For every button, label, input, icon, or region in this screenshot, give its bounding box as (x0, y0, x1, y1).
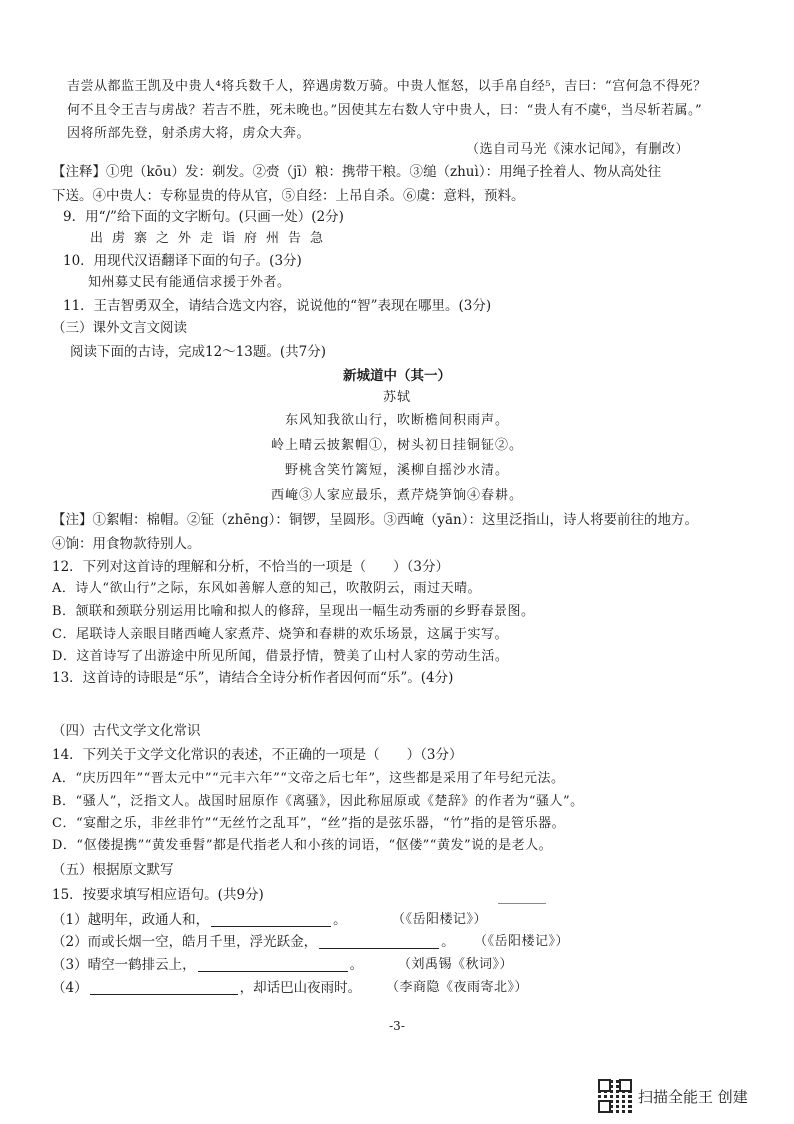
poem-line-3: 野桃含笑竹篱短，溪柳自摇沙水清。 (284, 463, 509, 478)
poem-note-1: 【注】①絮帽：棉帽。②钲（zhēng）：铜锣，呈圆形。③西崦（yān）：这里泛指山，诗人将要前往的地方。 (52, 512, 699, 528)
q15-item-1-end: 。 (333, 912, 347, 928)
question-11: 11．王吉智勇双全，请结合选文内容，说说他的“智”表现在哪里。(3分) (63, 298, 492, 314)
page-number: -3- (389, 1019, 405, 1033)
passage-line-3: 因将所部先登，射杀虏大将，虏众大奔。 (67, 126, 311, 141)
answer-blank-1[interactable] (211, 912, 331, 927)
question-14-option-b: B．“骚人”，泛指文人。战国时屈原作《离骚》，因此称屈原或《楚辞》的作者为“骚人”。 (52, 794, 584, 809)
passage-line-2: 何不且令王吉与虏战？若吉不胜，死未晚也。”因使其左右数人守中贵人，曰：“贵人有不虞⁶，当尽斩若属。” (67, 103, 703, 118)
q15-item-2-text: （2）而或长烟一空，皓月千里，浮光跃金， (52, 934, 318, 950)
q15-item-1-text: （1）越明年，政通人和， (52, 912, 210, 928)
question-14-option-d: D．“伛偻提携”“黄发垂髫”都是代指老人和小孩的词语，“伛偻”“黄发”说的是老人。 (52, 838, 553, 853)
scan-mark (498, 903, 546, 904)
q15-item-4-end: ，却话巴山夜雨时。 (239, 980, 362, 996)
poem-line-1: 东风知我欲山行，吹断檐间积雨声。 (284, 413, 509, 428)
notes-line-1: 【注释】①兜（kōu）发：剃发。②赍（jī）粮：携带干粮。③缒（zhuì）：用绳子拴着人、物从高处往 (52, 164, 662, 180)
question-15: 15．按要求填写相应语句。(共9分) (52, 887, 264, 903)
q15-item-2-source: （《岳阳楼记》） (474, 934, 570, 949)
poem-note-2: ④饷：用食物款待别人。 (52, 536, 201, 552)
answer-blank-3[interactable] (198, 957, 348, 972)
question-12-option-b: B．颔联和颈联分别运用比喻和拟人的修辞，呈现出一幅生动秀丽的乡野春景图。 (52, 604, 535, 619)
notes-line-2: 下送。④中贵人：专称显贵的侍从官，⑤自经：上吊自杀。⑥虞：意料，预料。 (52, 188, 525, 204)
question-14-option-c: C．“宴酣之乐，非丝非竹”“无丝竹之乱耳”，“丝”指的是弦乐器，“竹”指的是管乐器。 (52, 816, 566, 831)
q15-item-4-source: （李商隐《夜雨寄北》） (386, 980, 529, 995)
passage-line-1: 吉尝从都监王凯及中贵人⁴将兵数千人，猝遇虏数万骑。中贵人恇怒，以手帛自经⁵，吉曰：“宫何急不得死？ (67, 79, 707, 94)
scanner-watermark (590, 1077, 780, 1113)
question-15-item-4 (52, 978, 361, 998)
q15-item-3-end: 。 (349, 957, 364, 973)
question-10: 10．用现代汉语翻译下面的句子。(3分) (63, 253, 302, 269)
answer-blank-4[interactable] (90, 980, 238, 995)
passage-source: （选自司马光《涑水记闻》，有删改） (466, 142, 690, 157)
question-9-sentence: 出虏寨之外走诣府州告急 (90, 231, 333, 246)
q15-item-4-text: （4） (52, 980, 88, 996)
q15-item-3-text: （3）晴空一鹤排云上， (52, 957, 196, 973)
question-9: 9．用“/”给下面的文字断句。(只画一处）(2分) (63, 209, 344, 225)
question-12-option-a: A．诗人“欲山行”之际，东风如善解人意的知己，吹散阴云，雨过天晴。 (52, 581, 482, 596)
answer-blank-2[interactable] (319, 934, 439, 949)
section-3-title: （三）课外文言文阅读 (52, 320, 187, 336)
poem-title: 新城道中（其一） (343, 368, 451, 384)
section-5-title: （五）根据原文默写 (52, 862, 174, 878)
question-15-item-3 (52, 955, 363, 975)
question-12-option-d: D．这首诗写了出游途中所见所闻，借景抒情，赞美了山村人家的劳动生活。 (52, 649, 509, 664)
q15-item-1-source: （《岳阳楼记》） (392, 912, 488, 927)
question-12: 12．下列对这首诗的理解和分析，不恰当的一项是（ ）（3分） (52, 559, 450, 575)
q15-item-2-end: 。 (441, 934, 455, 950)
poem-line-2: 岭上晴云披絮帽①，树头初日挂铜钲②。 (270, 438, 523, 453)
question-13: 13．这首诗的诗眼是“乐”，请结合全诗分析作者因何而“乐”。(4分) (52, 670, 454, 686)
question-14: 14．下列关于文学文化常识的表述，不正确的一项是（ ）（3分） (52, 747, 463, 763)
question-15-item-1 (52, 910, 347, 930)
section-3-intro: 阅读下面的古诗，完成12～13题。(共7分) (70, 344, 326, 360)
section-4-title: （四）古代文学文化常识 (52, 723, 201, 739)
poem-author: 苏轼 (382, 390, 411, 405)
watermark-text: 扫描全能王 创建 (638, 1088, 748, 1106)
q15-item-3-source: （刘禹锡《秋词》） (398, 957, 514, 972)
question-15-item-2 (52, 932, 455, 952)
qr-code-icon (598, 1079, 632, 1113)
poem-line-4: 西崦③人家应最乐，煮芹烧笋饷④春耕。 (270, 488, 523, 503)
question-14-option-a: A．“庆历四年”“晋太元中”“元丰六年”“文帝之后七年”，这些都是采用了年号纪元法。 (52, 771, 565, 786)
question-10-sentence: 知州募丈民有能通信求援于外者。 (88, 275, 291, 290)
question-12-option-c: C．尾联诗人亲眼目睹西崦人家煮芹、烧笋和春耕的欢乐场景，这属于实写。 (52, 627, 508, 642)
